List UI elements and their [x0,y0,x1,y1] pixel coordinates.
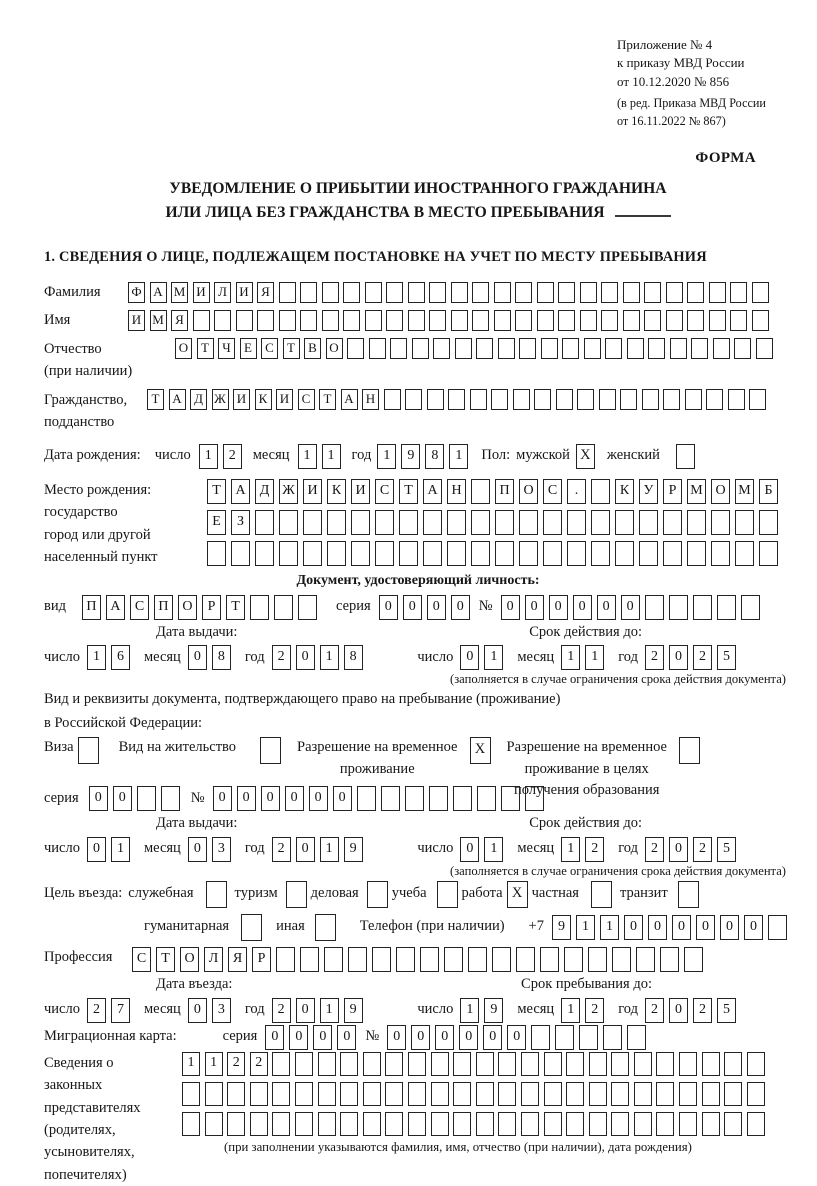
entry-dates-row [44,998,792,1023]
year-label: год [351,447,372,464]
appendix-line: Приложение № 4 [617,37,713,52]
resdoc-series-row [44,786,792,811]
sex-female-checkbox[interactable] [676,444,695,469]
stay-day[interactable]: 1 9 [460,998,508,1023]
firstname-cells[interactable]: И М Я [128,310,773,331]
migration-series-label: серия [222,1028,258,1045]
iddoc-heading: Документ, удостоверяющий личность: [296,572,540,588]
legal-representatives-label: Сведения о законных представителях (родителях, усыновителях, попечителях) [44,1054,141,1183]
iddoc-series-cells[interactable]: 0 0 0 0 [379,595,475,620]
firstname-label: Имя [44,312,71,329]
residence-permit-checkbox[interactable] [260,737,281,764]
resdoc-issue-day[interactable]: 0 1 [87,837,135,862]
purpose-transit-label: транзит [619,885,668,902]
entry-datelabels-row [44,974,792,996]
stay-until-label: Срок пребывания до: [521,975,652,992]
entry-date-label: Дата въезда: [156,975,233,992]
resdoc-line2: в Российской Федерации: [44,715,203,732]
sex-female-label: женский [606,447,660,464]
temp-residence-edu-checkbox[interactable] [679,737,700,764]
patronymic-label: Отчество (при наличии) [44,340,133,380]
purpose-label: Цель въезда: [44,885,123,902]
iddoc-issue-group: число 1 6 месяц 0 8 год 2 0 1 8 [44,645,377,670]
resdoc-issue-month[interactable]: 0 3 [188,837,236,862]
visa-checkbox[interactable] [78,737,99,764]
surname-row [44,282,792,304]
purpose-transit-checkbox[interactable] [678,881,699,908]
temp-residence-edu-label: Разрешение на временное проживание в целях получения образования [506,738,667,799]
iddoc-issue-month[interactable]: 0 8 [188,645,236,670]
entry-year[interactable]: 2 0 1 9 [272,998,368,1023]
title-underline [615,214,671,217]
purpose-humanitarian-checkbox[interactable] [241,914,262,941]
iddoc-kind-cells[interactable]: П А С П О Р Т [82,595,322,620]
iddoc-number-label: № [478,598,493,615]
sex-male-label: мужской [516,447,570,464]
stay-year[interactable]: 2 0 2 5 [645,998,741,1023]
entry-date-group: число 2 7 месяц 0 3 год 2 0 1 9 [44,998,377,1023]
month-label: месяц [252,447,290,464]
iddoc-datelabels-row [44,622,792,644]
purpose-study-label: учеба [391,885,427,902]
surname-label: Фамилия [44,284,101,301]
iddoc-valid-note: (заполняется в случае ограничения срока действия документа) [450,672,786,687]
purpose-other-label: иная [276,918,305,935]
edition-block [617,95,817,130]
visa-label: Виза [44,738,74,755]
citizenship-cells[interactable]: Т А Д Ж И К И С Т А Н [147,389,771,410]
resdoc-datelabels-row [44,813,792,835]
purpose-private-checkbox[interactable] [591,881,612,908]
resdoc-valid-group: число 0 1 месяц 1 2 год 2 0 2 5 [417,837,750,862]
birthplace-row [44,479,792,569]
iddoc-valid-group: число 0 1 месяц 1 1 год 2 0 2 5 [417,645,750,670]
residence-permit-label: Вид на жительство [118,738,237,755]
entry-day[interactable]: 2 7 [87,998,135,1023]
resdoc-dates-row [44,837,792,862]
appendix-block [617,36,817,130]
purpose-business-label: деловая [310,885,359,902]
patronymic-cells[interactable]: О Т Ч Е С Т В О [175,338,777,359]
phone-prefix: +7 [528,918,544,935]
form-title-line2: ИЛИ ЛИЦА БЕЗ ГРАЖДАНСТВА В МЕСТО ПРЕБЫВАНИЯ [165,204,605,222]
appendix-line: от 10.12.2020 № 856 [617,73,730,89]
section1-heading: 1. СВЕДЕНИЯ О ЛИЦЕ, ПОДЛЕЖАЩЕМ ПОСТАНОВКЕ НА УЧЕТ ПО МЕСТУ ПРЕБЫВАНИЯ [44,249,707,266]
citizenship-label: Гражданство, подданство [44,391,128,431]
form-title-line1: УВЕДОМЛЕНИЕ О ПРИБЫТИИ ИНОСТРАННОГО ГРАЖДАНИНА [169,180,667,198]
purpose-tourism-label: туризм [234,885,278,902]
appendix-line: к приказу МВД России [617,55,745,71]
resdoc-issue-year[interactable]: 2 0 1 9 [272,837,368,862]
profession-row [44,947,792,972]
birthplace-cells-row2[interactable]: Е З [207,510,783,535]
resdoc-valid-month[interactable]: 1 2 [561,837,609,862]
form-title [44,177,792,225]
migration-card-label: Миграционная карта: [44,1028,177,1045]
temp-residence-label: Разрешение на временное проживание [297,738,458,777]
birthplace-label: Место рождения: государство город или другой населенный пункт [44,481,158,566]
purpose-row2 [44,914,792,941]
profession-cells[interactable]: С Т О Л Я Р [132,947,708,972]
phone-label: Телефон (при наличии) [359,918,505,935]
firstname-row [44,310,792,332]
legal-representatives-note: (при заполнении указываются фамилия, имя, отчество (при наличии), дата рождения) [224,1139,692,1154]
purpose-work-label: работа [461,885,503,902]
migration-number-cells[interactable]: 0 0 0 0 0 0 [387,1025,651,1050]
surname-cells[interactable]: Ф А М И Л И Я [128,282,773,303]
migration-number-label: № [365,1028,380,1045]
resdoc-series-label: серия [44,789,79,806]
migration-series-cells[interactable]: 0 0 0 0 [265,1025,361,1050]
purpose-work-checkbox[interactable]: X [507,881,528,908]
sex-label: Пол: [481,447,511,464]
birth-day-cells[interactable]: 1 2 [199,444,247,469]
iddoc-issue-year[interactable]: 2 0 1 8 [272,645,368,670]
iddoc-valid-year[interactable]: 2 0 2 5 [645,645,741,670]
legal-cells-row1[interactable]: 1 1 2 2 [182,1052,769,1076]
iddoc-valid-day[interactable]: 0 1 [460,645,508,670]
stay-until-group: число 1 9 месяц 1 2 год 2 0 2 5 [417,998,750,1023]
purpose-row1 [44,881,792,908]
purpose-business-checkbox[interactable] [367,881,388,908]
iddoc-valid-label: Срок действия до: [529,623,642,640]
citizenship-row [44,389,792,434]
birthdate-label: Дата рождения: [44,447,141,464]
birthplace-cells-row3[interactable] [207,541,783,566]
legal-representatives-row [44,1052,792,1186]
birthdate-row [44,444,792,469]
birth-month-cells[interactable]: 1 1 [298,444,346,469]
resdoc-issue-label: Дата выдачи: [156,815,238,832]
purpose-other-checkbox[interactable] [315,914,336,941]
resdoc-valid-year[interactable]: 2 0 2 5 [645,837,741,862]
day-label: число [154,447,191,464]
purpose-humanitarian-label: гуманитарная [144,918,230,935]
iddoc-kind-row [44,595,792,620]
resdoc-valid-label: Срок действия до: [529,815,642,832]
resdoc-number-label: № [190,789,205,806]
migration-card-row [44,1025,792,1050]
purpose-official-checkbox[interactable] [206,881,227,908]
sex-male-checkbox[interactable]: X [576,444,595,469]
birthplace-cells-row1[interactable]: Т А Д Ж И К И С Т А Н П О С . К У Р М О М Б [207,479,783,504]
iddoc-dates-row [44,645,792,670]
stay-month[interactable]: 1 2 [561,998,609,1023]
iddoc-series-label: серия [335,598,371,615]
phone-cells[interactable]: 9 1 1 0 0 0 0 0 0 [552,915,792,940]
edition-line: (в ред. Приказа МВД России [617,96,766,111]
legal-cells-row3[interactable] [182,1112,769,1136]
resdoc-line1: Вид и реквизиты документа, подтверждающего право на пребывание (проживание) [44,691,561,708]
entry-month[interactable]: 0 3 [188,998,236,1023]
resdoc-valid-note: (заполняется в случае ограничения срока действия документа) [450,863,786,878]
iddoc-number-cells[interactable]: 0 0 0 0 0 0 [501,595,765,620]
form-label: ФОРМА [695,150,756,167]
edition-line: от 16.11.2022 № 867) [617,113,726,128]
form-title-line2-wrap [44,201,792,225]
resdoc-valid-day[interactable]: 0 1 [460,837,508,862]
temp-residence-checkbox[interactable]: X [470,737,491,764]
iddoc-issue-label: Дата выдачи: [156,623,238,640]
purpose-private-label: частная [531,885,579,902]
birthplace-cells-block [207,479,783,566]
iddoc-issue-day[interactable]: 1 6 [87,645,135,670]
resdoc-number-cells[interactable]: 0 0 0 0 0 0 [213,786,549,811]
iddoc-kind-label: вид [44,598,66,615]
purpose-study-checkbox[interactable] [437,881,458,908]
purpose-tourism-checkbox[interactable] [286,881,307,908]
legal-representatives-cells-block [182,1052,769,1155]
resdoc-series-cells[interactable]: 0 0 [89,786,185,811]
patronymic-row [44,338,792,383]
profession-label: Профессия [44,948,113,965]
iddoc-valid-month[interactable]: 1 1 [561,645,609,670]
resdoc-issue-group: число 0 1 месяц 0 3 год 2 0 1 9 [44,837,377,862]
legal-cells-row2[interactable] [182,1082,769,1106]
purpose-official-label: служебная [128,885,194,902]
birth-year-cells[interactable]: 1 9 8 1 [377,444,473,469]
